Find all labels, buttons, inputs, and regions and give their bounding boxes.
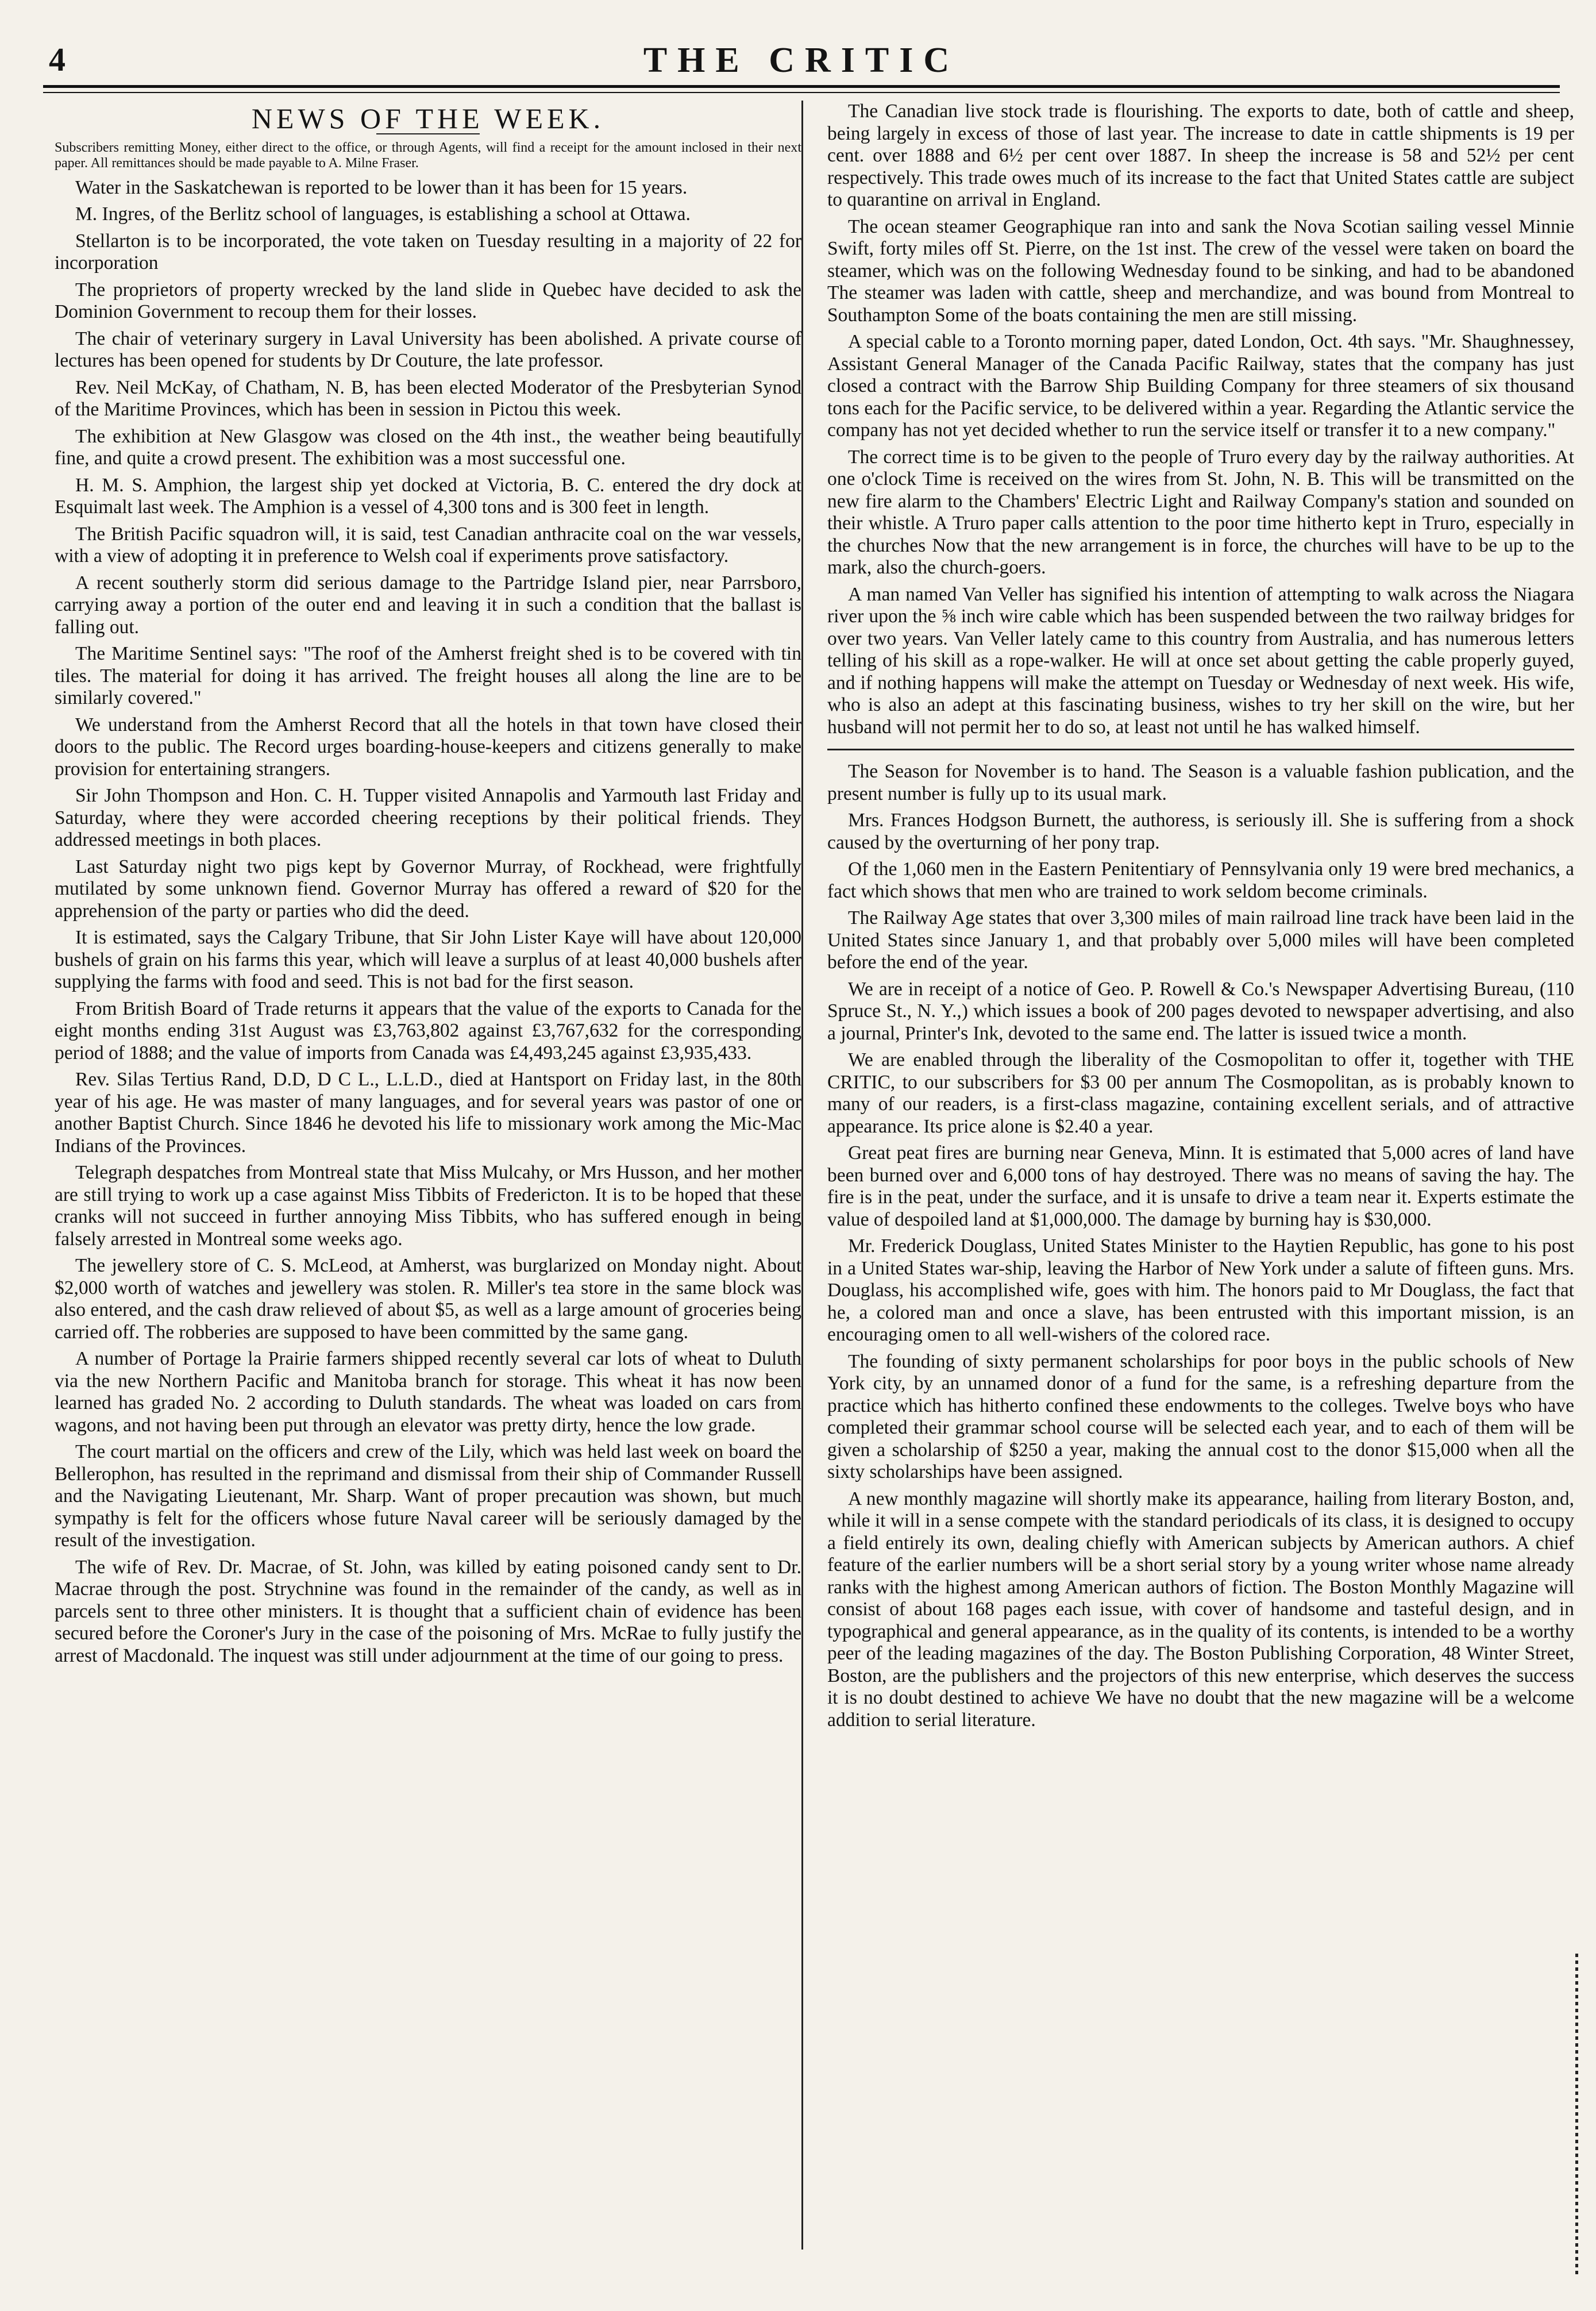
news-item: Last Saturday night two pigs kept by Governor Murray, of Rockhead, were frightfully mutilated by some unknown fiend. Governor Murray has offered a reward of $20 for the apprehension of the party or parties who did the deed.	[55, 856, 801, 922]
news-item: Mr. Frederick Douglass, United States Minister to the Haytien Republic, has gone to his post in a United States war-ship, leaving the Harbor of New York under a salute of fifteen guns. Mrs. Douglass, his accomplished wife, goes with him. The honors paid to Mr Douglass, the fact that he, a colored man and once a slave, has been entrusted with this important mission, is an encouraging omen to all well-wishers of the colored race.	[827, 1235, 1574, 1345]
news-item: From British Board of Trade returns it appears that the value of the exports to Canada for the eight months ending 31st August was £3,763,802 against £3,767,632 for the corresponding period of 1888; and the value of imports from Canada was £4,493,245 against £3,935,433.	[55, 997, 801, 1064]
news-item: We are in receipt of a notice of Geo. P. Rowell & Co.'s Newspaper Advertising Bureau, (110 Spruce St., N. Y.,) which issues a book of 200 pages devoted to newspaper advertising, and also a journal, Printer's Ink, devoted to the same end. The latter is issued twice a month.	[827, 978, 1574, 1044]
news-item: Telegraph despatches from Montreal state that Miss Mulcahy, or Mrs Husson, and her mother are still trying to work up a case against Miss Tibbits of Fredericton. It is to be hoped that these cranks will not succeed in further annoying Miss Tibbits, who has suffered enough in being falsely arrested in Montreal some weeks ago.	[55, 1162, 801, 1250]
news-item: We are enabled through the liberality of the Cosmopolitan to offer it, together with THE CRITIC, to our subscribers for $3 00 per annum The Cosmopolitan, as is probably known to many of our readers, is a first-class magazine, containing excellent serials, and of attractive appearance. Its price alone is $2.40 a year.	[827, 1049, 1574, 1137]
news-item: H. M. S. Amphion, the largest ship yet docked at Victoria, B. C. entered the dry dock at Esquimalt last week. The Amphion is a vessel of 4,300 tons and is 300 feet in length.	[55, 474, 801, 518]
news-item: A new monthly magazine will shortly make its appearance, hailing from literary Boston, and, while it will in a sense compete with the standard periodicals of its class, it is designed to occupy a field entirely its own, dealing chiefly with American subjects by American authors. A chief feature of the earlier numbers will be a short serial story by a young writer whose name already ranks with the highest among American authors of fiction. The Boston Monthly Magazine will consist of about 168 pages each issue, with cover of handsome and tasteful design, and in typographical and general appearance, as in the quality of its contents, is intended to be a worthy peer of the leading magazines of the day. The Boston Publishing Corporation, 48 Winter Street, Boston, are the publishers and the projectors of this new enterprise, which deserves the success it is no doubt destined to achieve We have no doubt that the new magazine will be a welcome addition to serial literature.	[827, 1488, 1574, 1731]
left-news-items	[55, 177, 801, 1667]
news-item: A man named Van Veller has signified his intention of attempting to walk across the Niagara river upon the ⅝ inch wire cable which has been suspended between the two railway bridges for over two years. Van Veller lately came to this country from Australia, and has numerous letters telling of his skill as a rope-walker. He will at once set about getting the cable properly guyed, and if nothing happens will make the attempt on Tuesday or Wednesday of next week. His wife, who is also an adept at this fascinating business, wishes to try her skill on the wire, but her husband will not permit her to do so, at least not until he has walked himself.	[827, 583, 1574, 738]
news-item: A special cable to a Toronto morning paper, dated London, Oct. 4th says. "Mr. Shaughnessey, Assistant General Manager of the Canada Pacific Railway, states that the company has just closed a contract with the Barrow Ship Building Company for three steamers of six thousand tons each for the Pacific service, to be delivered within a year. Regarding the Atlantic service the company has not yet decided whether to run the service itself or transfer it to a new company."	[827, 331, 1574, 441]
news-item: Of the 1,060 men in the Eastern Penitentiary of Pennsylvania only 19 were bred mechanics, a fact which shows that men who are trained to work seldom become criminals.	[827, 858, 1574, 902]
news-item: The founding of sixty permanent scholarships for poor boys in the public schools of New York city, by an unnamed donor of a fund for the same, is a refreshing departure from the practice which has hitherto confined these endowments to the colleges. Twelve boys who have completed their grammar school course will be selected each year, and to each of them will be given a scholarship of $250 a year, making the annual cost to the donor $15,000 when all the sixty scholarships have been assigned.	[827, 1350, 1574, 1482]
news-item: The ocean steamer Geographique ran into and sank the Nova Scotian sailing vessel Minnie Swift, forty miles off St. Pierre, on the 1st inst. The crew of the vessel were taken on board the steamer, which was on the following Wednesday found to be sinking, and had to be abandoned The steamer was laden with cattle, sheep and merchandize, and was bound from Montreal to Southampton Some of the boats containing the men are still missing.	[827, 215, 1574, 326]
left-column	[55, 101, 801, 2261]
page-number: 4	[49, 41, 65, 78]
header-rule-thin	[43, 92, 1560, 93]
right-news-items-bottom	[827, 761, 1574, 1731]
edge-mark	[1575, 1954, 1578, 2275]
news-item: The Season for November is to hand. The Season is a valuable fashion publication, and the present number is fully up to its usual mark.	[827, 761, 1574, 804]
news-item: A recent southerly storm did serious damage to the Partridge Island pier, near Parrsboro, carrying away a portion of the outer end and leaving it in such a condition that the ballast is falling out.	[55, 572, 801, 638]
news-item: It is estimated, says the Calgary Tribune, that Sir John Lister Kaye will have about 120,000 bushels of grain on his farms this year, which will leave a surplus of at least 40,000 bushels after supplying the farms with food and seed. This is not bad for the first season.	[55, 927, 801, 992]
news-item: The exhibition at New Glasgow was closed on the 4th inst., the weather being beautifully fine, and quite a crowd present. The exhibition was a most successful one.	[55, 425, 801, 469]
news-item: M. Ingres, of the Berlitz school of languages, is establishing a school at Ottawa.	[75, 203, 691, 225]
news-item: Great peat fires are burning near Geneva, Minn. It is estimated that 5,000 acres of land have been burned over and 6,000 tons of hay destroyed. There was no means of saving the hay. The fire is in the peat, under the surface, and it is unsafe to drive a team near it. Experts estimate the value of despoiled land at $1,000,000. The damage by burning hay is $30,000.	[827, 1142, 1574, 1230]
news-item: Stellarton is to be incorporated, the vote taken on Tuesday resulting in a majority of 22 for incorporation	[55, 230, 801, 274]
section-title: NEWS OF THE WEEK.	[251, 102, 605, 134]
news-item: The court martial on the officers and crew of the Lily, which was held last week on board the Bellerophon, has resulted in the reprimand and dismissal from their ship of Commander Russell and the Navigating Lieutenant, Mr. Sharp. Want of proper precaution was shown, but much sympathy is felt for the officers whose future Naval career will be seriously damaged by the result of the investigation.	[55, 1441, 801, 1551]
right-news-items-top	[827, 101, 1574, 738]
news-item: Sir John Thompson and Hon. C. H. Tupper visited Annapolis and Yarmouth last Friday and Saturday, where they were accorded cheering receptions by their political friends. They addressed meetings in both places.	[55, 785, 801, 850]
page-header	[43, 40, 1560, 86]
news-item: We understand from the Amherst Record that all the hotels in that town have closed their doors to the public. The Record urges boarding-house-keepers and citizens generally to make provision for entertaining strangers.	[55, 714, 801, 780]
news-item: The Railway Age states that over 3,300 miles of main railroad line track have been laid in the United States since January 1, and that probably over 5,000 miles will have been completed before the end of the year.	[827, 907, 1574, 973]
news-item: Water in the Saskatchewan is reported to be lower than it has been for 15 years.	[75, 176, 688, 198]
right-column	[827, 101, 1574, 2261]
news-item: The proprietors of property wrecked by the land slide in Quebec have decided to ask the Dominion Government to recoup them for their losses.	[55, 279, 801, 322]
section-rule	[827, 749, 1574, 750]
news-item: The correct time is to be given to the people of Truro every day by the railway authorities. At one o'clock Time is received on the wires from St. John, N. B. This will be transmitted on the new fire alarm to the Chambers' Electric Light and Railway Company's station and sounded on their whistle. A Truro paper calls attention to the poor time hitherto kept in Truro, especially in the churches Now that the new arrangement is in force, the churches will have to be up to the mark, also the church-goers.	[827, 446, 1574, 578]
news-item: A number of Portage la Prairie farmers shipped recently several car lots of wheat to Duluth via the new Northern Pacific and Manitoba branch for storage. This wheat it has now been learned has graded No. 2 according to Duluth standards. The wheat was loaded on cars from wagons, and not having been put through an elevator was pretty dirty, hence the low grade.	[55, 1348, 801, 1436]
column-divider	[801, 101, 803, 2250]
news-item: The jewellery store of C. S. McLeod, at Amherst, was burglarized on Monday night. About $2,000 worth of watches and jewellery was stolen. R. Miller's tea store in the same block was also entered, and the cash draw relieved of about $5, as well as a large amount of groceries being carried off. The robberies are supposed to have been committed by the same gang.	[55, 1255, 801, 1343]
news-item: The wife of Rev. Dr. Macrae, of St. John, was killed by eating poisoned candy sent to Dr. Macrae through the post. Strychnine was found in the remainder of the candy, as well as in parcels sent to three other ministers. It is thought that a sufficient chain of evidence has been secured before the Coroner's Jury in the case of the poisoning of Mrs. McRae to fully justify the arrest of Macdonald. The inquest was still under adjournment at the time of our going to press.	[55, 1556, 801, 1666]
subscriber-notice: Subscribers remitting Money, either direct to the office, or through Agents, will find a receipt for the amount inclosed in their next paper. All remittances should be made payable to A. Milne Fraser.	[55, 140, 801, 171]
news-item: The British Pacific squadron will, it is said, test Canadian anthracite coal on the war vessels, with a view of adopting it in preference to Welsh coal if experiments prove satisfactory.	[55, 523, 801, 567]
news-item: The chair of veterinary surgery in Laval University has been abolished. A private course of lectures has been opened for students by Dr Couture, the late professor.	[55, 328, 801, 371]
news-item: The Maritime Sentinel says: "The roof of the Amherst freight shed is to be covered with tin tiles. The material for doing it has arrived. The freight houses all along the line are to be similarly covered."	[55, 643, 801, 708]
news-item: Rev. Silas Tertius Rand, D.D, D C L., L.L.D., died at Hantsport on Friday last, in the 80th year of his age. He was master of many languages, and for several years was pastor of one or another Baptist Church. Since 1846 he devoted his life to missionary work among the Mic-Mac Indians of the Provinces.	[55, 1069, 801, 1157]
news-item: Mrs. Frances Hodgson Burnett, the authoress, is seriously ill. She is suffering from a shock caused by the overturning of her pony trap.	[827, 810, 1574, 853]
header-rule	[43, 85, 1560, 88]
news-item: Rev. Neil McKay, of Chatham, N. B, has been elected Moderator of the Presbyterian Synod of the Maritime Provinces, which has been in session in Pictou this week.	[55, 376, 801, 420]
masthead: THE CRITIC	[643, 41, 960, 80]
news-item: The Canadian live stock trade is flourishing. The exports to date, both of cattle and sheep, being largely in excess of those of last year. The increase to date in cattle shipments is 19 per cent. over 1888 and 6½ per cent over 1887. In sheep the increase is 58 and 52½ per cent respectively. This trade owes much of its increase to the fact that United States cattle are subject to quarantine on arrival in England.	[827, 101, 1574, 210]
